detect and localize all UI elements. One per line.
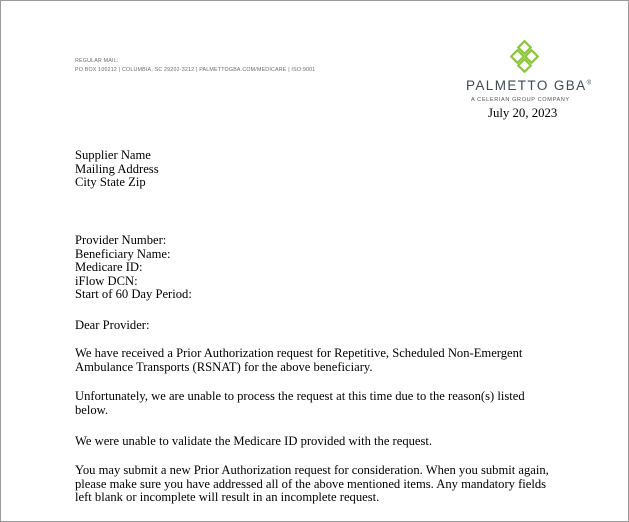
field-beneficiary-name: Beneficiary Name: — [75, 246, 171, 261]
logo-name: PALMETTO GBA — [466, 78, 587, 93]
registered-mark: ® — [586, 80, 591, 87]
recipient-line: Mailing Address — [75, 161, 159, 176]
mail-address: PO BOX 100212 | COLUMBIA, SC 29202-3212 | PALMETTOGBA.COM/MEDICARE | ISO:9001 — [75, 66, 316, 73]
mailing-address-header — [75, 57, 315, 74]
field-provider-number: Provider Number: — [75, 233, 167, 247]
paragraph-line: Unfortunately, we are unable to process the request at this time due to the reason(s) listed — [75, 389, 525, 403]
paragraph-line: Ambulance Transports (RSNAT) for the above beneficiary. — [75, 359, 373, 374]
paragraph-line: please make sure you have addressed all of the above mentioned items. Any mandatory fields — [75, 476, 547, 491]
paragraph-line: We have received a Prior Authorization request for Repetitive, Scheduled Non-Emergent — [75, 346, 523, 360]
letter-date: July 20, 2023 — [488, 106, 558, 120]
paragraph-line: We were unable to validate the Medicare ID provided with the request. — [75, 434, 433, 448]
company-logo-text — [466, 78, 591, 93]
request-fields — [75, 234, 192, 302]
field-medicare-id: Medicare ID: — [75, 260, 143, 275]
recipient-address — [75, 149, 159, 190]
palmetto-logo-icon — [509, 40, 543, 74]
salutation: Dear Provider: — [75, 318, 150, 332]
paragraph-resubmit — [75, 464, 549, 505]
paragraph-line: below. — [75, 402, 109, 417]
paragraph-line: You may submit a new Prior Authorization request for consideration. When you submit again, — [75, 463, 549, 477]
field-start-period: Start of 60 Day Period: — [75, 287, 192, 302]
paragraph-received — [75, 347, 522, 374]
paragraph-line: left blank or incomplete will result in an incomplete request. — [75, 490, 380, 505]
paragraph-unable — [75, 390, 525, 417]
company-tagline: A CELERIAN GROUP COMPANY — [471, 97, 570, 103]
mail-label: REGULAR MAIL: — [75, 58, 119, 64]
field-iflow-dcn: iFlow DCN: — [75, 273, 138, 288]
paragraph-reason — [75, 435, 432, 449]
recipient-line: City State Zip — [75, 175, 146, 190]
recipient-line: Supplier Name — [75, 148, 151, 162]
